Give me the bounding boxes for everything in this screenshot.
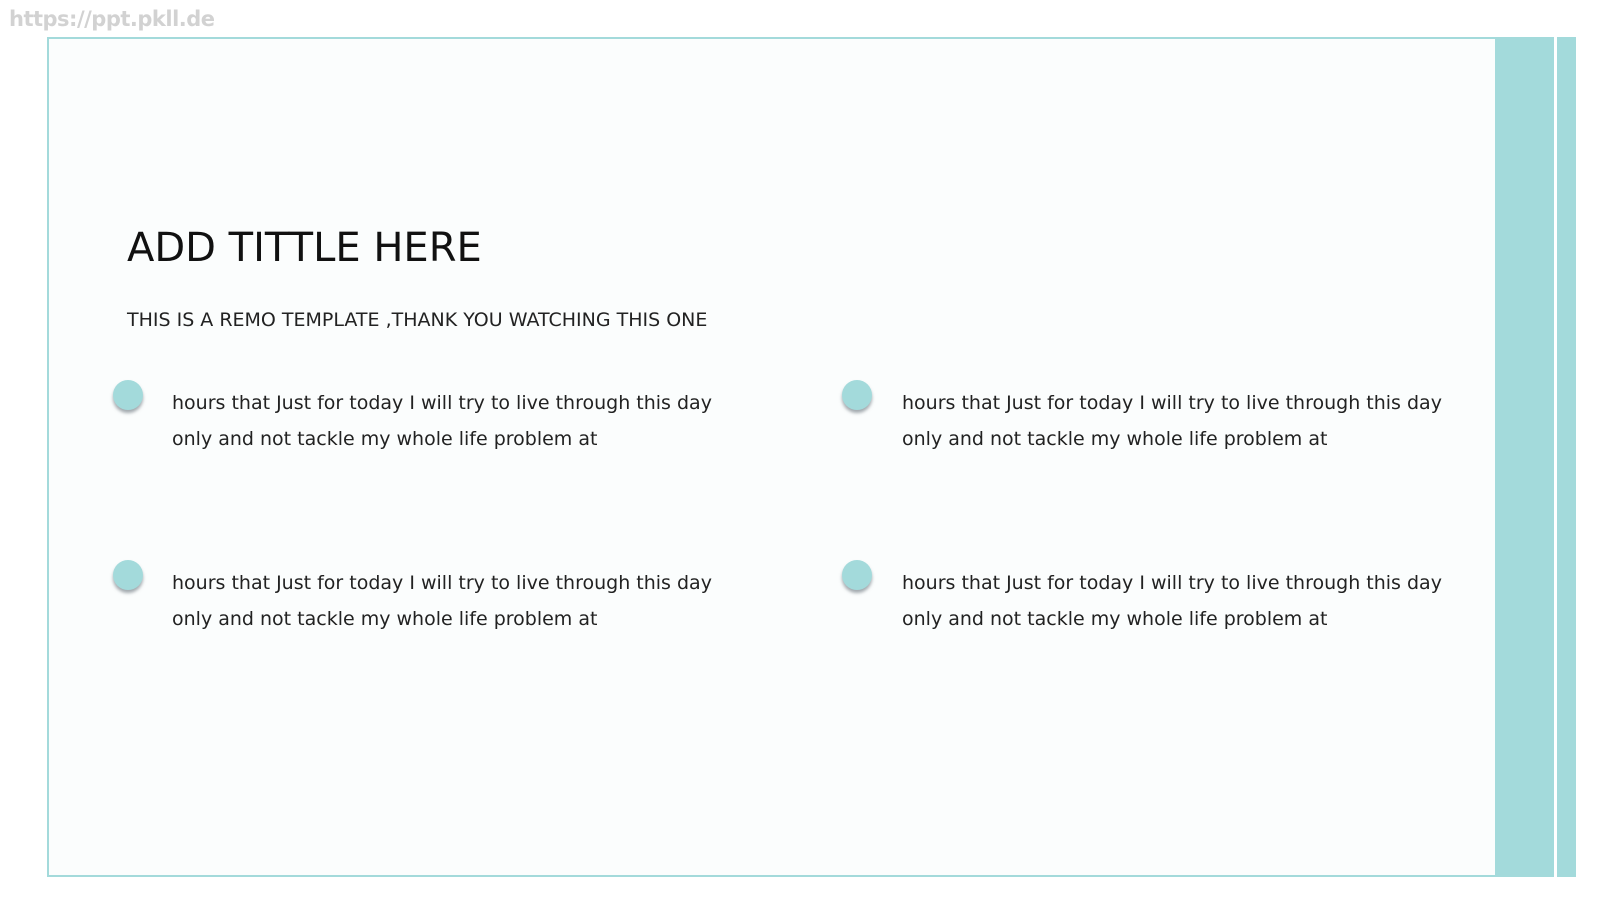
bullet-dot-icon [113, 560, 143, 590]
bullet-dot-icon [842, 380, 872, 410]
list-item-line: only and not tackle my whole life problem at [172, 428, 598, 450]
watermark-url: https://ppt.pkll.de [9, 7, 215, 31]
bullet-dot-icon [842, 560, 872, 590]
list-item-line: hours that Just for today I will try to live through this day [902, 392, 1442, 414]
list-item [172, 385, 712, 457]
list-item [902, 385, 1442, 457]
list-item-line: only and not tackle my whole life problem at [902, 428, 1328, 450]
list-item [902, 565, 1442, 637]
list-item [172, 565, 712, 637]
side-accent-band [1495, 37, 1576, 877]
list-item-line: only and not tackle my whole life problem at [172, 608, 598, 630]
slide-title: ADD TITTLE HERE [127, 225, 482, 271]
list-item-line: hours that Just for today I will try to live through this day [172, 572, 712, 594]
side-accent-line [1554, 37, 1557, 877]
bullet-dot-icon [113, 380, 143, 410]
list-item-line: hours that Just for today I will try to live through this day [172, 392, 712, 414]
list-item-line: only and not tackle my whole life problem at [902, 608, 1328, 630]
list-item-line: hours that Just for today I will try to live through this day [902, 572, 1442, 594]
slide-subtitle: THIS IS A REMO TEMPLATE ,THANK YOU WATCHING THIS ONE [127, 309, 708, 331]
slide-frame [47, 37, 1576, 877]
